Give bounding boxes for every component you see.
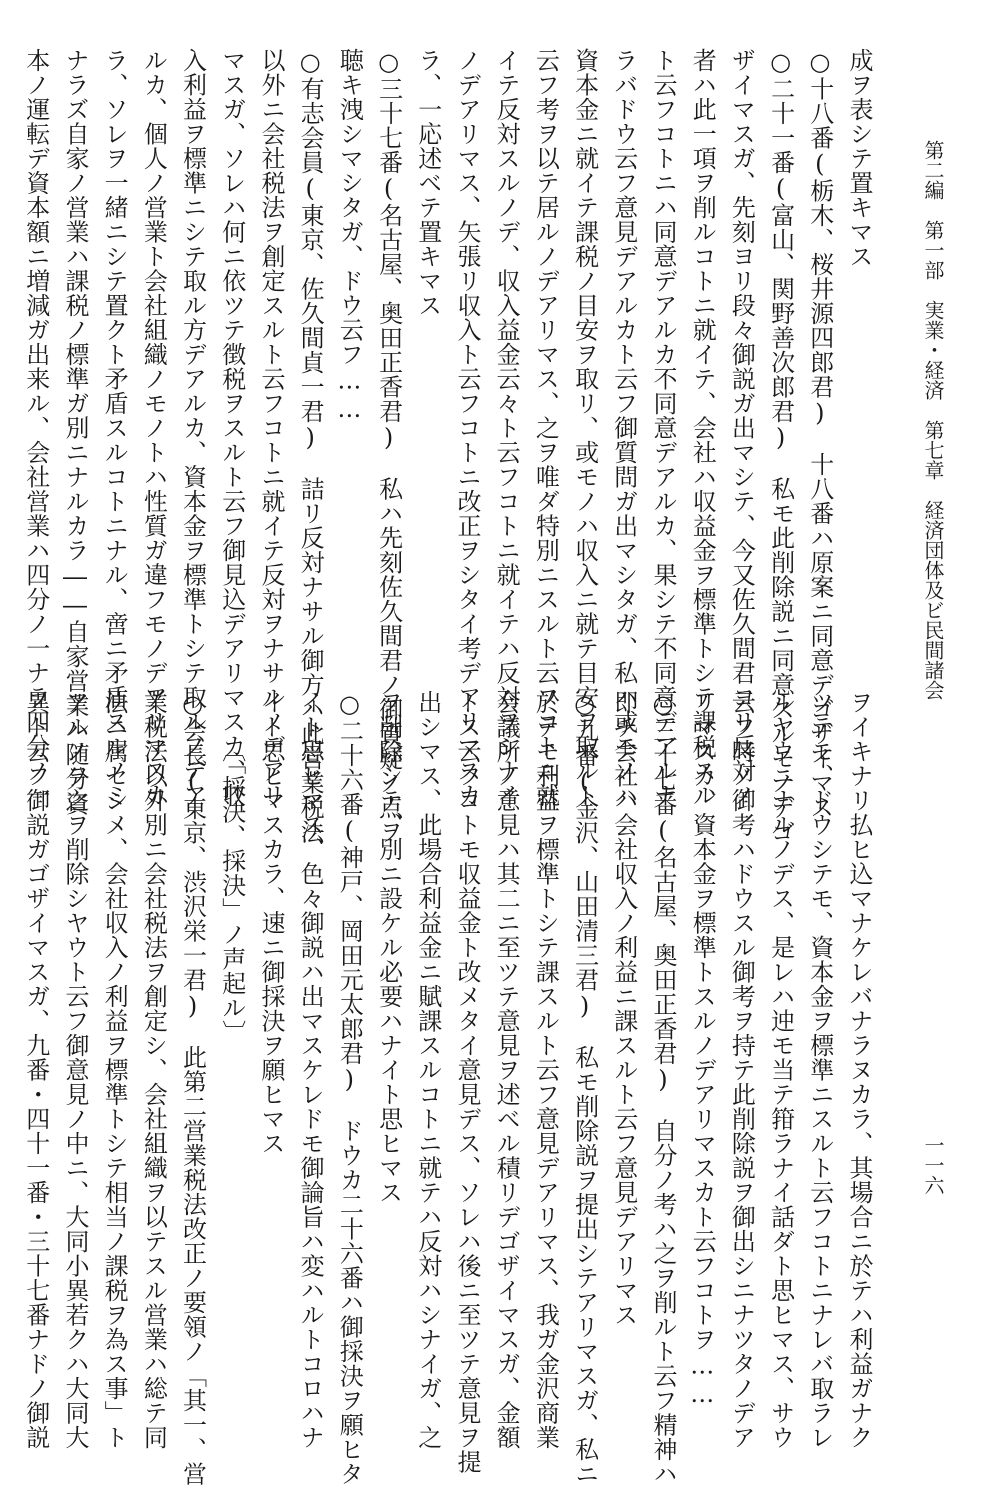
text-column: ○十八番(栃木、桜井源四郎君) 十八番ハ原案ニ同意デゴザイマス xyxy=(805,48,834,820)
text-column: 云フ考ヲ以テ居ルノデアリマス、之ヲ唯ダ特別ニスルト云フコトニ就 xyxy=(531,48,560,808)
text-column: マスガ、ソレハ何ニ依ツテ徴税ヲスルト云フ御見込デアリマスカ、収 xyxy=(217,48,246,808)
text-column: ○二十一番(富山、関野善次郎君) 私モ此削除説ニ同意スルモノデゴ xyxy=(766,48,795,844)
text-column: 出シマス、此場合利益金ニ賦課スルコトニ就テハ反対ハシナイガ、之 xyxy=(413,690,442,1450)
text-column: 会議所ノ意見ハ其二ニ至ツテ意見ヲ述ベル積リデゴザイマスガ、金額 xyxy=(492,690,521,1450)
text-column: ○九番(金沢、山田清三君) 私モ削除説ヲ提出シテアリマスガ、私ニ xyxy=(570,690,599,1486)
text-column: 法ニ属セシメ、会社収入ノ利益ヲ標準トシテ相当ノ課税ヲ為ス事」ト xyxy=(100,690,129,1450)
text-column: ルヤウニナルノデス、是レハ迚モ当テ箝ラナイ話ダト思ヒマス、サウ xyxy=(766,690,795,1450)
text-column: イテ反対スルノデ、収入益金云々ト云フコトニ就イテハ反対ヲシナイ xyxy=(492,48,521,808)
text-column: リマスカ、資本金ヲ標準トスルノデアリマスカト云フコトヲ…… xyxy=(688,690,717,1409)
text-column: ○会長(東京、渋沢栄一君) 此第二営業税法改正ノ要領ノ「其一、営 xyxy=(178,690,207,1486)
text-column: イト思ヒマスカラ、速ニ御採決ヲ願ヒマス xyxy=(256,690,285,1156)
text-column: ノデアリマス、矢張リ収入ト云フコトニ改正ヲシタイ考デアリマスカ xyxy=(452,48,481,808)
text-column: ツテモ、ドウシテモ、資本金ヲ標準ニスルト云フコトニナレバ取ラレ xyxy=(805,690,834,1450)
text-column: ナラズ自家ノ営業ハ課税ノ標準ガ別ニナルカラ――自家営業ハ随分資 xyxy=(60,48,89,816)
text-column: 業税法以外別ニ会社税法ヲ創定シ、会社組織ヲ以テスル営業ハ総テ同 xyxy=(139,690,168,1450)
text-column: ラバドウ云フ意見デアルカト云フ御質問ガ出マシタガ、私ハ或モノハ xyxy=(609,48,638,808)
text-column: ルカ、個人ノ営業ト会社組織ノモノトハ性質ガ違フモノデアリマスカ xyxy=(139,48,168,808)
text-column: イト思ヒマス、色々御説ハ出マスケレドモ御論旨ハ変ハルトコロハナ xyxy=(296,690,325,1450)
text-column: ○三十七番(名古屋、奥田正香君) 自分ノ考ハ之ヲ削ルト云フ精神ハ xyxy=(648,690,677,1486)
text-column: アルノヲ之ヲ削除シヤウト云フ御意見ノ中ニ、大同小異若クハ大同大 xyxy=(60,690,89,1450)
text-column: 資本金ニ就イテ課税ノ目安ヲ取リ、或モノハ収入ニ就テ目安ヲ取ルト xyxy=(570,48,599,808)
text-column: 本ノ運転デ資本額ニ増減ガ出来ル、会社営業ハ四分ノ一ナラ四分ノ一 xyxy=(21,48,50,808)
text-column: ザイマスガ、先刻ヨリ段々御説ガ出マシテ、今又佐久間君ヨリ反対ノ xyxy=(727,48,756,808)
text-column: 成ヲ表シテ置キマス xyxy=(845,48,873,269)
text-column: 即チ会社ハ会社収入ノ利益ニ課スルト云フ意見デアリマス xyxy=(609,690,638,1327)
text-column: ○有志会員(東京、佐久間貞一君) 詰リ反対ナサル御方ハ此営業税法 xyxy=(296,48,325,844)
text-column: ヲ削除シテ、別ニ設ケル必要ハナイト思ヒマス xyxy=(374,690,403,1205)
text-column: 於テモ利益ヲ標準トシテ課スルト云フ意見デアリマス、我ガ金沢商業 xyxy=(531,690,560,1450)
upper-text-block xyxy=(21,48,878,844)
text-column-stage-direction: 〔「採決、採決」ノ声起ル〕 xyxy=(217,738,246,1045)
running-header: 第二編 第一部 実業・経済 第七章 経済団体及ビ民間諸会 xyxy=(921,140,945,700)
text-column: ヲイキナリ払ヒ込マナケレバナラヌカラ、其場合ニ於テハ利益ガナク xyxy=(845,690,873,1450)
text-column: ラ、一応述ベテ置キマス xyxy=(413,48,442,318)
page-number: 一一六 xyxy=(921,1135,945,1195)
lower-text-block xyxy=(21,690,878,1486)
text-column: ○二十六番(神戸、岡田元太郎君) ドウカ二十六番ハ御採決ヲ願ヒタ xyxy=(335,690,364,1486)
text-column: トス云フコトモ収益金ト改メタイ意見デス、ソレハ後ニ至ツテ意見ヲ提 xyxy=(452,690,481,1474)
text-column: 云フ時ノ御考ハドウスル御考ヲ持テ此削除説ヲ御出シニナツタノデア xyxy=(727,690,756,1450)
text-column: 者ハ此一項ヲ削ルコトニ就イテ、会社ハ収益金ヲ標準トシテ課税スル xyxy=(688,48,717,808)
text-column: ○三十七番(名古屋、奥田正香君) 私ハ先刻佐久間君ノ御質疑ノ点ヲ xyxy=(374,48,403,844)
text-column: 入利益ヲ標準ニシテ取ル方デアルカ、資本金ヲ標準トシテ取ルノデア xyxy=(178,48,207,808)
text-column: ト云フコトニハ同意デアルカ不同意デアルカ、果シテ不同意デアルナ xyxy=(648,48,677,808)
text-column: ラ、ソレヲ一緒ニシテ置クト矛盾スルコトニナル、啻ニ矛盾スルノミ xyxy=(100,48,129,808)
text-column: 異ト云フ御説ガゴザイマスガ、九番・四十一番・三十七番ナドノ御説 xyxy=(21,690,50,1450)
text-column: 以外ニ会社税法ヲ創定スルト云フコトニ就イテ反対ヲナサルノデアリ xyxy=(256,48,285,808)
text-column: 聴キ洩シマシタガ、ドウ云フ…… xyxy=(335,48,364,424)
